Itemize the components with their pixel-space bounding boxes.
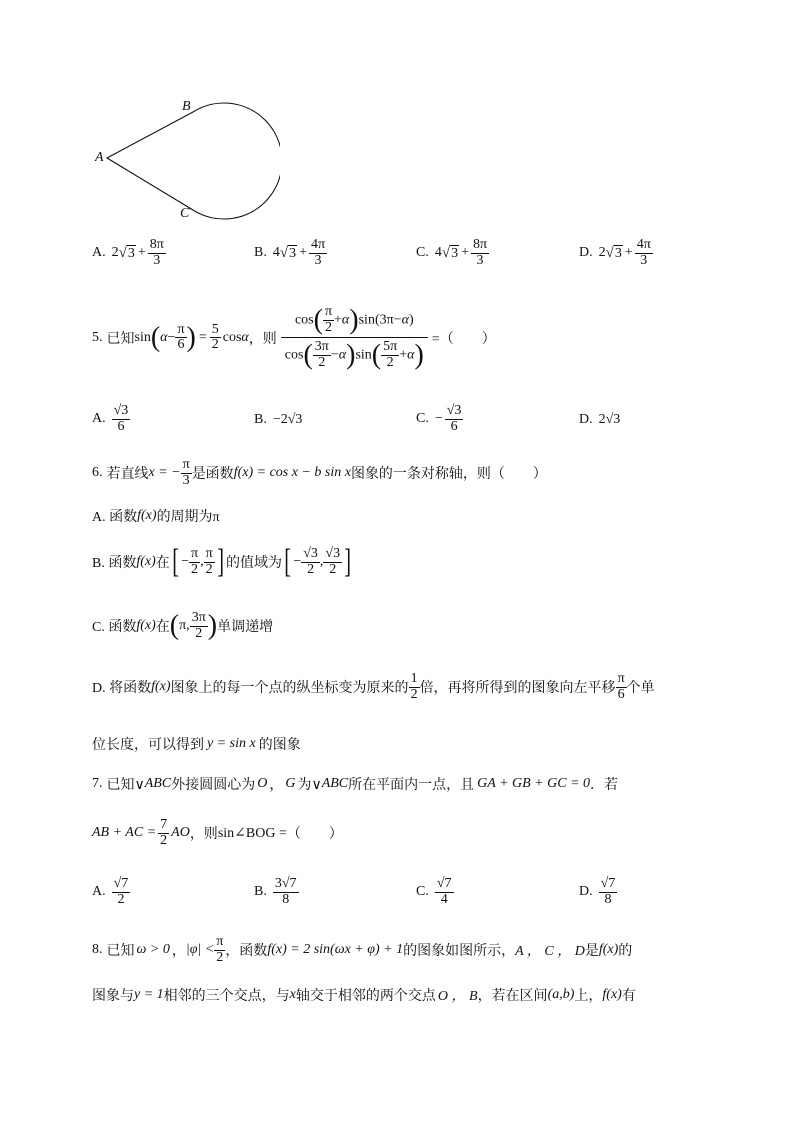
option-label: A. xyxy=(92,245,106,261)
q6-option-b[interactable]: B. 函数 f(x) 在 [ − $\frac{\pi}{2}$ , $\frac{\pi}{2}$ ] 的值域为 [ − $\frac{√3}{2}$ , $\frac{√3}{2}$ ] xyxy=(92,543,352,580)
option-fraction: $\frac{8\pi}{3}$ xyxy=(149,237,164,268)
option-fraction: $\frac{4\pi}{3}$ xyxy=(310,237,326,268)
option-plus: + xyxy=(137,245,146,261)
q6-stem: 6. 若直线 x = − $\frac{\pi}{3}$ 是函数 f(x) = cos x − b sin x 图象的一条对称轴，则（ ） xyxy=(92,457,547,488)
option-fraction: $\frac{8\pi}{3}$ xyxy=(472,237,488,268)
option-label: C. xyxy=(416,245,429,261)
option-label: D. xyxy=(579,245,593,261)
q7-option-c[interactable]: C. $\frac{√7}{4}$ xyxy=(416,876,452,907)
option-radicand: 3 xyxy=(451,245,459,261)
option-radicand: 3 xyxy=(289,245,297,261)
q5-number: 5. xyxy=(92,329,103,345)
figure-label-a: A xyxy=(95,150,104,165)
q8-stem-line2: 图象与 y = 1 相邻的三个交点，与 x 轴交于相邻的两个交点 O ， B ，若在区间 (a,b) 上， f(x) 有 xyxy=(92,987,636,1004)
q7-option-a[interactable]: A. $\frac{√7}{2}$ xyxy=(92,876,129,907)
option-plus: + xyxy=(461,245,469,261)
q5-big-fraction: cos( $\frac{\pi}{2}$ +α)sin(3π−α) cos( $\frac{3\pi}{2}$ −α)sin( $\frac{5\pi}{2}$ +α) xyxy=(281,305,428,371)
q5-option-d[interactable]: D. 2√3 xyxy=(579,412,621,427)
option-radicand: 3 xyxy=(127,245,135,261)
option-radicand: 3 xyxy=(614,245,622,261)
option-plus: + xyxy=(624,245,633,261)
q4-option-b[interactable]: B. 4 √ 3 + $\frac{4\pi}{3}$ xyxy=(254,237,326,268)
q7-stem-line1: 7. 已知∨ ABC 外接圆圆心为 O ， G 为∨ ABC 所在平面内一点，且 GA + GB + GC = 0 ．若 xyxy=(92,776,619,793)
q7-stem-line2: AB + AC = $\frac{7}{2}$ AO ，则 sin∠BOG = （ ） xyxy=(92,817,343,848)
q5-known: 已知 xyxy=(106,331,135,347)
q5-option-a[interactable]: A. $\frac{√3}{6}$ xyxy=(92,403,129,434)
q5-option-b[interactable]: B. −2√3 xyxy=(254,412,303,427)
option-coef: 2 xyxy=(111,245,119,261)
teardrop-outline xyxy=(107,103,280,219)
q6-option-d-line2: 位长度，可以得到 y = sin x 的图象 xyxy=(92,736,301,753)
option-label: B. xyxy=(254,245,267,261)
figure-label-b: B xyxy=(182,99,191,114)
option-plus: + xyxy=(299,245,307,261)
q6-option-a[interactable]: A. 函数 f(x) 的周期为π xyxy=(92,508,220,525)
q8-stem-line1: 8. 已知 ω > 0 ， |φ| < $\frac{\pi}{2}$ ，函数 f(x) = 2 sin(ωx + φ) + 1 的图象如图所示， A ， C ， D 是 f(x) 的 xyxy=(92,934,633,965)
q4-option-c[interactable]: C. 4 √ 3 + $\frac{8\pi}{3}$ xyxy=(416,237,488,268)
option-coef: 4 xyxy=(434,245,442,261)
figure-label-c: C xyxy=(180,206,190,221)
q4-option-a[interactable]: A. 2 √ 3 + $\frac{8\pi}{3}$ xyxy=(92,237,164,268)
q7-option-b[interactable]: B. $\frac{3√7}{8}$ xyxy=(254,876,297,907)
q5-stem: 5. 已知 sin ( α − $\frac{\pi}{6}$ ) = $\frac{5}{2}$ cos α ，则 cos( $\frac{\pi}{2}$ +α)sin(3π−α) cos( $\frac{3\pi}{2}$ −α)sin( $\frac{5\pi}{2}$ +α) =（ ） xyxy=(92,304,496,371)
option-fraction: $\frac{4\pi}{3}$ xyxy=(636,237,651,268)
q4-option-d[interactable]: D. 2 √ 3 + $\frac{4\pi}{3}$ xyxy=(579,237,651,268)
q5-option-c[interactable]: C. − $\frac{√3}{6}$ xyxy=(416,403,462,434)
option-coef: 2 xyxy=(598,245,606,261)
q7-option-d[interactable]: D. $\frac{√7}{8}$ xyxy=(579,876,616,907)
option-coef: 4 xyxy=(272,245,280,261)
q6-option-d[interactable]: D. 将函数 f(x) 图象上的每一个点的纵坐标变为原来的 $\frac{1}{2}$ 倍，再将所得到的图象向左平移 $\frac{\pi}{6}$ 个单 xyxy=(92,671,655,702)
q6-option-c[interactable]: C. 函数 f(x) 在 ( π, $\frac{3\pi}{2}$ ) 单调递增 xyxy=(92,609,274,641)
